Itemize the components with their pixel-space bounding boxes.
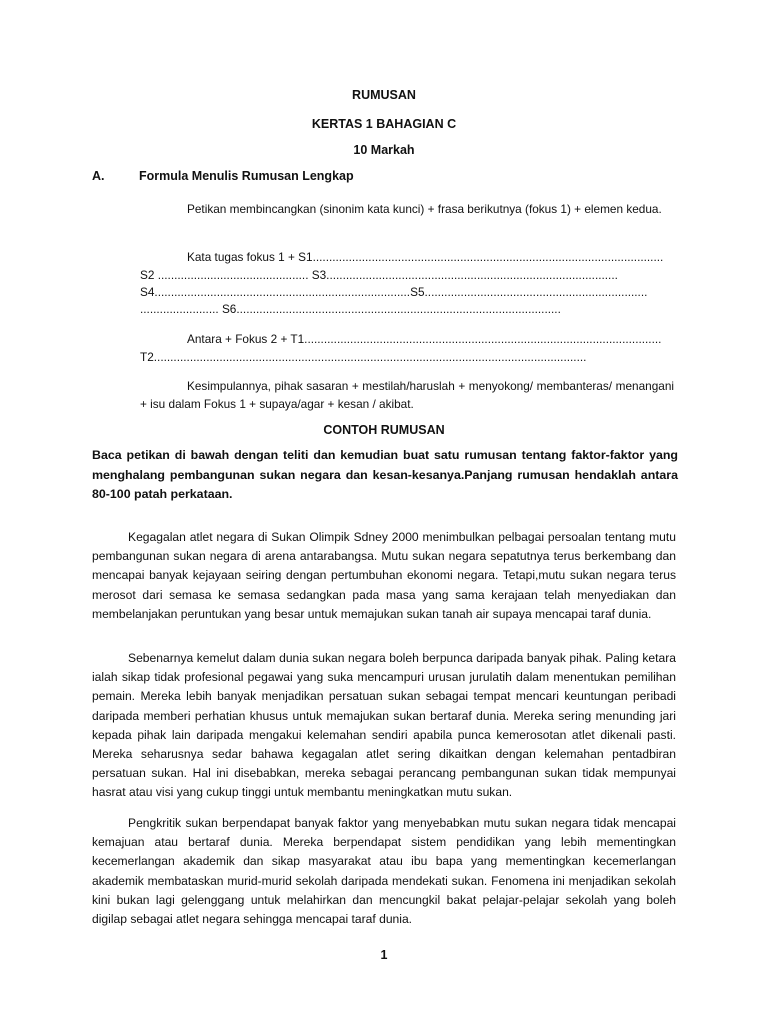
section-heading-text: Formula Menulis Rumusan Lengkap (139, 169, 354, 183)
focus1-line-1: Kata tugas fokus 1 + S1........................................................................................................... (187, 250, 664, 264)
example-instruction: Baca petikan di bawah dengan teliti dan kemudian buat satu rumusan tentang faktor-faktor yang menghalang pembangunan sukan negara dan kesan-kesanya.Panjang rumusan hendaklah antara 80-100 patah perkataan. (92, 448, 678, 501)
conclusion-formula: Kesimpulannya, pihak sasaran + mestilah/haruslah + menyokong/ membanteras/ menangani + isu dalam Fokus 1 + supaya/agar + kesan / akibat. (140, 379, 674, 411)
passage-paragraph-3: Pengkritik sukan berpendapat banyak faktor yang menyebabkan mutu sukan negara tidak mencapai kemajuan atau bertaraf dunia. Mereka berpendapat sistem pendidikan yang lebih mementingkan kecemerlangan akademik dan sikap masyarakat atau ibu bapa yang mementingkan kecemerlangan akademik membataskan murid-murid sekolah daripada mendekati sukan. Fenomena ini menjadikan sekolah kini bukan lagi gelenggang untuk melahirkan dan mencungkil bakat pelajar-pelajar sekolah yang boleh digilap sebagai atlet negara sehingga mencapai taraf dunia. (92, 816, 676, 927)
focus1-line-3: S4..............................................................................S5.................................................................... (140, 285, 648, 299)
passage-paragraph-2: Sebenarnya kemelut dalam dunia sukan negara boleh berpunca daripada banyak pihak. Paling ketara ialah sikap tidak profesional pegawai yang suka mencampuri urusan jurulatih dalam menentukan pemilihan pemain. Mereka lebih banyak menjadikan persatuan sukan sebagai tempat mencari keuntungan peribadi daripada memberi perhatian khusus untuk memajukan sukan bertaraf dunia. Mereka sering menunding jari kepada pihak lain daripada mengakui kelemahan sendiri apabila punca kemerosotan atlet dikenali pasti. Mereka seharusnya sedar bahawa kegagalan atlet sering dikaitkan dengan kelemahan pentadbiran persatuan sukan. Hal ini disebabkan, mereka sebagai perancang pembangunan sukan tidak mempunyai hasrat atau visi yang cukup tinggi untuk membantu meningkatkan mutu sukan. (92, 651, 676, 800)
passage-paragraph-1: Kegagalan atlet negara di Sukan Olimpik Sdney 2000 menimbulkan pelbagai persoalan tentang mutu pembangunan sukan negara di arena antarabangsa. Mutu sukan negara sepatutnya terus berkembang dan mencapai banyak kejayaan seiring dengan pertumbuhan ekonomi negara. Tetapi,mutu sukan negara terus merosot dari semasa ke semasa sedangkan pada masa yang sama kerajaan telah menyediakan dan membelanjakan peruntukan yang besar untuk memajukan sukan tanah air supaya mencapai taraf dunia. (92, 530, 676, 621)
section-a-heading (92, 169, 354, 183)
focus1-line-2: S2 .............................................. S3......................................................................................... (140, 268, 618, 282)
paper-subtitle: KERTAS 1 BAHAGIAN C (311, 117, 457, 131)
formula-intro: Petikan membincangkan (sinonim kata kunci) + frasa berikutnya (fokus 1) + elemen kedua. (187, 202, 662, 216)
page-number: 1 (380, 948, 388, 962)
marks-label: 10 Markah (353, 143, 415, 157)
focus2-line-1: Antara + Fokus 2 + T1............................................................................................................. (187, 332, 662, 346)
focus2-line-2: T2.................................................................................................................................... (140, 350, 587, 364)
document-title: RUMUSAN (352, 88, 416, 102)
example-heading: CONTOH RUMUSAN (323, 423, 445, 437)
section-letter: A. (92, 169, 105, 183)
focus1-line-4: ........................ S6................................................................................................... (140, 302, 561, 316)
